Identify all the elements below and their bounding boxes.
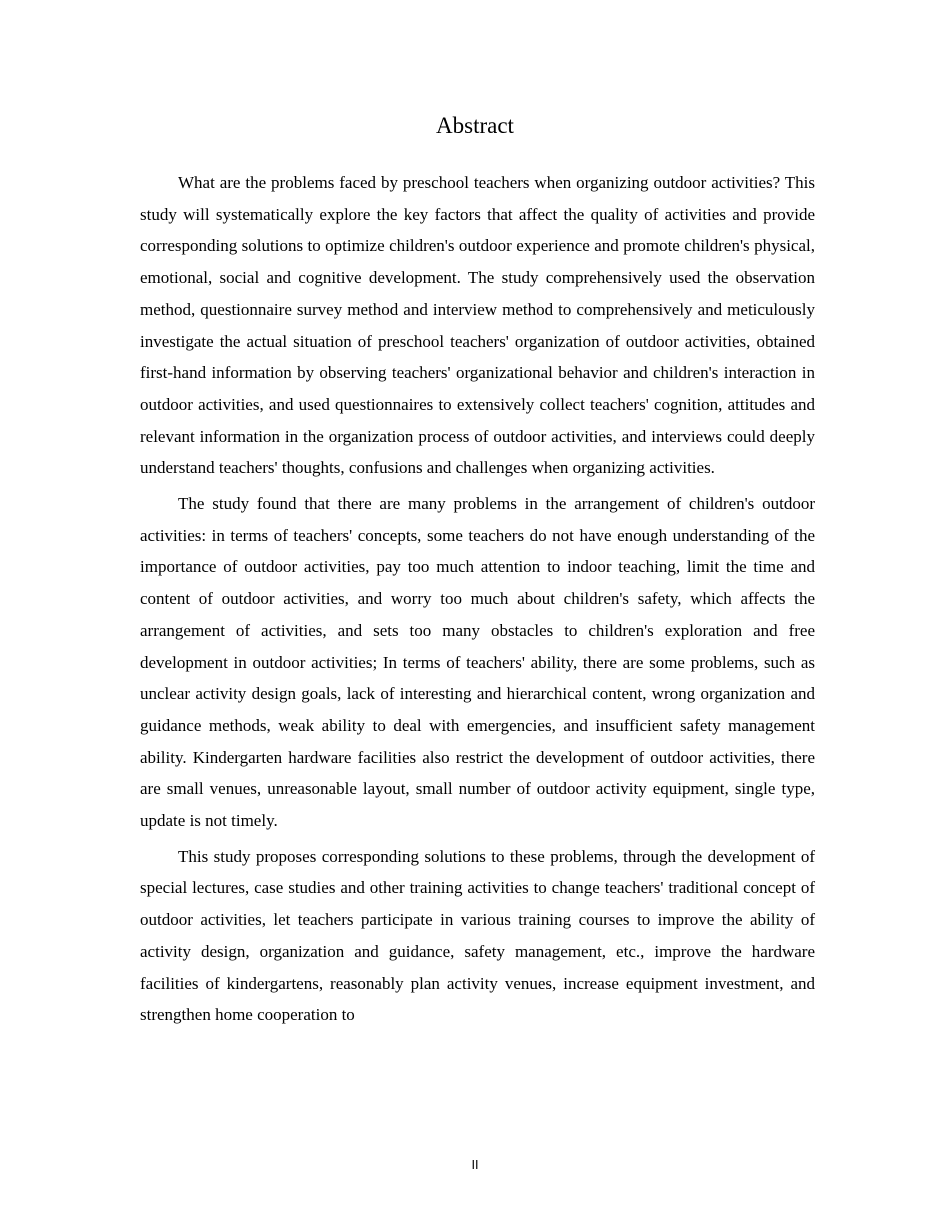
abstract-paragraph-1: What are the problems faced by preschool teachers when organizing outdoor activities? This study will systematically explore the key factors that affect the quality of activities and provide corresponding solutions to optimize children's outdoor experience and promote children's physical, emotional, social and cognitive development. The study comprehensively used the observation method, questionnaire survey method and interview method to comprehensively and meticulously investigate the actual situation of preschool teachers' organization of outdoor activities, obtained first-hand information by observing teachers' organizational behavior and children's interaction in outdoor activities, and used questionnaires to extensively collect teachers' cognition, attitudes and relevant information in the organization process of outdoor activities, and interviews could deeply understand teachers' thoughts, confusions and challenges when organizing activities. <box>140 173 815 478</box>
page-number: II <box>471 1158 479 1172</box>
abstract-paragraph-3: This study proposes corresponding solutions to these problems, through the development of special lectures, case studies and other training activities to change teachers' traditional concept of outdoor activities, let teachers participate in various training courses to improve the ability of activity design, organization and guidance, safety management, etc., improve the hardware facilities of kindergartens, reasonably plan activity venues, increase equipment investment, and strengthen home cooperation to <box>140 846 815 1025</box>
abstract-paragraph-2: The study found that there are many problems in the arrangement of children's outdoor activities: in terms of teachers' concepts, some teachers do not have enough understanding of the importance of outdoor activities, pay too much attention to indoor teaching, limit the time and content of outdoor activities, and worry too much about children's safety, which affects the arrangement of activities, and sets too many obstacles to children's exploration and free development in outdoor activities; In terms of teachers' ability, there are some problems, such as unclear activity design goals, lack of interesting and hierarchical content, wrong organization and guidance methods, weak ability to deal with emergencies, and insufficient safety management ability. Kindergarten hardware facilities also restrict the development of outdoor activities, there are small venues, unreasonable layout, small number of outdoor activity equipment, single type, update is not timely. <box>140 494 815 831</box>
abstract-title: Abstract <box>436 113 514 138</box>
abstract-body <box>140 167 815 1035</box>
